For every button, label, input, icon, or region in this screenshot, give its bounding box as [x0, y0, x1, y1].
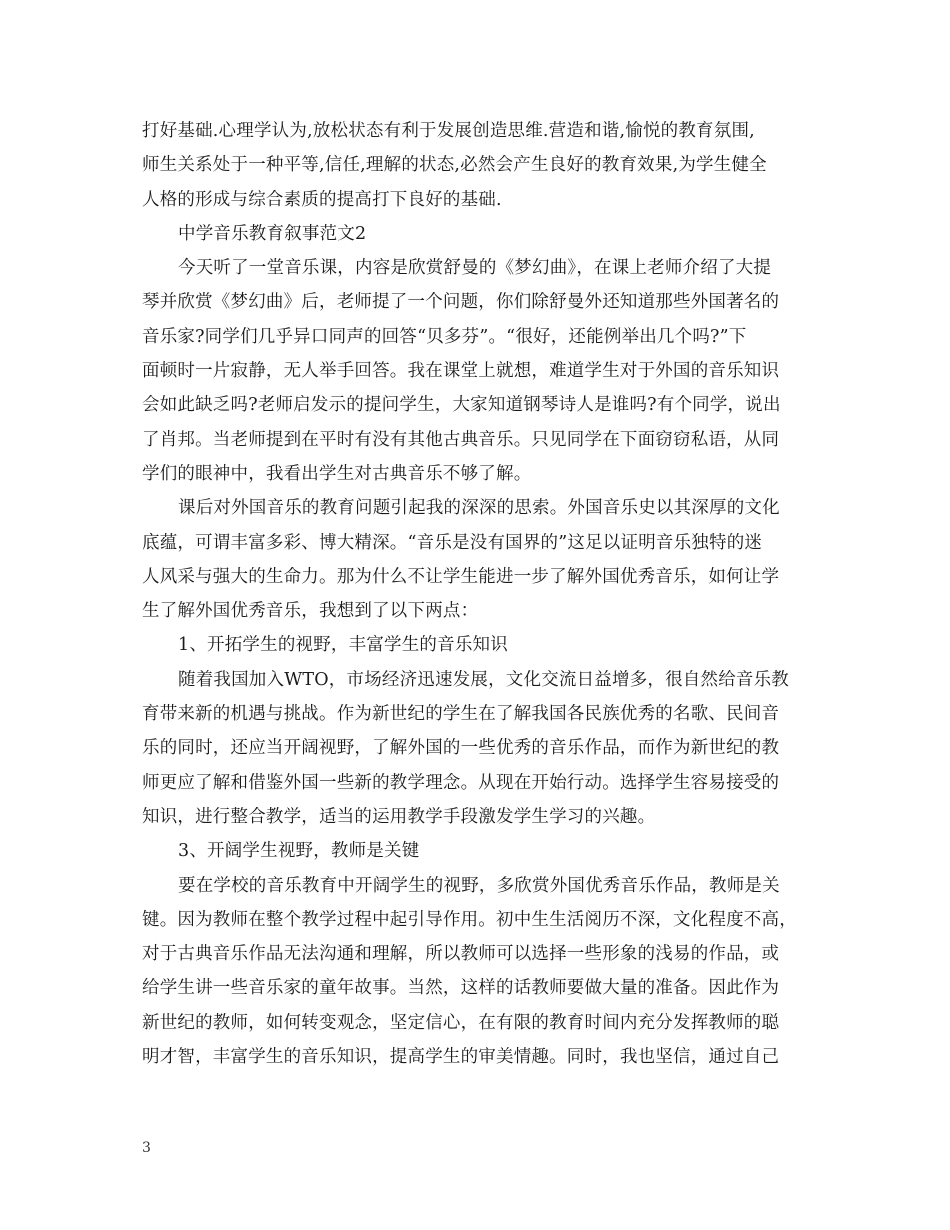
text-line: 生了解外国优秀音乐，我想到了以下两点： — [142, 601, 479, 622]
text-line: 乐的同时，还应当开阔视野，了解外国的一些优秀的音乐作品，而作为新世纪的教 — [142, 738, 780, 759]
text-line: 对于古典音乐作品无法沟通和理解，所以教师可以选择一些形象的浅易的作品，或 — [142, 944, 780, 965]
text-line: 底蕴，可谓丰富多彩、博大精深。“音乐是没有国界的”这足以证明音乐独特的迷 — [142, 532, 763, 553]
text-line: 师生关系处于一种平等,信任,理解的状态,必然会产生良好的教育效果,为学生健全 — [142, 155, 767, 176]
text-line: 面顿时一片寂静，无人举手回答。我在课堂上就想，难道学生对于外国的音乐知识 — [142, 361, 780, 382]
text-line: 音乐家?同学们几乎异口同声的回答“贝多芬”。“很好，还能例举出几个吗?”下 — [142, 326, 747, 347]
text-line: 学们的眼神中，我看出学生对古典音乐不够了解。 — [142, 463, 532, 484]
text-line: 要在学校的音乐教育中开阔学生的视野，多欣赏外国优秀音乐作品，教师是关 — [178, 875, 780, 896]
list-heading: 1、开拓学生的视野，丰富学生的音乐知识 — [178, 635, 508, 656]
text-line: 人风采与强大的生命力。那为什么不让学生能进一步了解外国优秀音乐，如何让学 — [142, 566, 780, 587]
text-line: 了肖邦。当老师提到在平时有没有其他古典音乐。只见同学在下面窃窃私语，从同 — [142, 429, 780, 450]
text-line: 知识，进行整合教学，适当的运用教学手段激发学生学习的兴趣。 — [142, 806, 656, 827]
text-line: 新世纪的教师，如何转变观念，坚定信心，在有限的教育时间内充分发挥教师的聪 — [142, 1012, 780, 1033]
text-line: 琴并欣赏《梦幻曲》后，老师提了一个问题，你们除舒曼外还知道那些外国著名的 — [142, 292, 780, 313]
text-line: 打好基础.心理学认为,放松状态有利于发展创造思维.营造和谐,愉悦的教育氛围, — [142, 121, 755, 141]
document-body — [142, 114, 826, 1074]
text-line: 育带来新的机遇与挑战。作为新世纪的学生在了解我国各民族优秀的名歌、民间音 — [142, 704, 780, 725]
text-line: 键。因为教师在整个教学过程中起引导作用。初中生生活阅历不深，文化程度不高， — [142, 909, 797, 930]
list-heading: 3、开阔学生视野，教师是关键 — [178, 841, 420, 862]
text-line: 会如此缺乏吗?老师启发示的提问学生，大家知道钢琴诗人是谁吗?有个同学，说出 — [142, 395, 781, 416]
text-line: 师更应了解和借鉴外国一些新的教学理念。从现在开始行动。选择学生容易接受的 — [142, 772, 780, 793]
text-line: 今天听了一堂音乐课，内容是欣赏舒曼的《梦幻曲》，在课上老师介绍了大提 — [178, 258, 772, 279]
text-line: 明才智，丰富学生的音乐知识，提高学生的审美情趣。同时，我也坚信，通过自己 — [142, 1047, 780, 1068]
page-number: 3 — [142, 1140, 151, 1156]
text-line: 随着我国加入WTO，市场经济迅速发展，文化交流日益增多，很自然给音乐教 — [178, 669, 790, 690]
section-heading: 中学音乐教育叙事范文2 — [178, 223, 367, 244]
text-line: 课后对外国音乐的教育问题引起我的深深的思索。外国音乐史以其深厚的文化 — [178, 498, 780, 519]
text-line: 人格的形成与综合素质的提高打下良好的基础. — [142, 189, 502, 210]
text-line: 给学生讲一些音乐家的童年故事。当然，这样的话教师要做大量的准备。因此作为 — [142, 978, 780, 999]
